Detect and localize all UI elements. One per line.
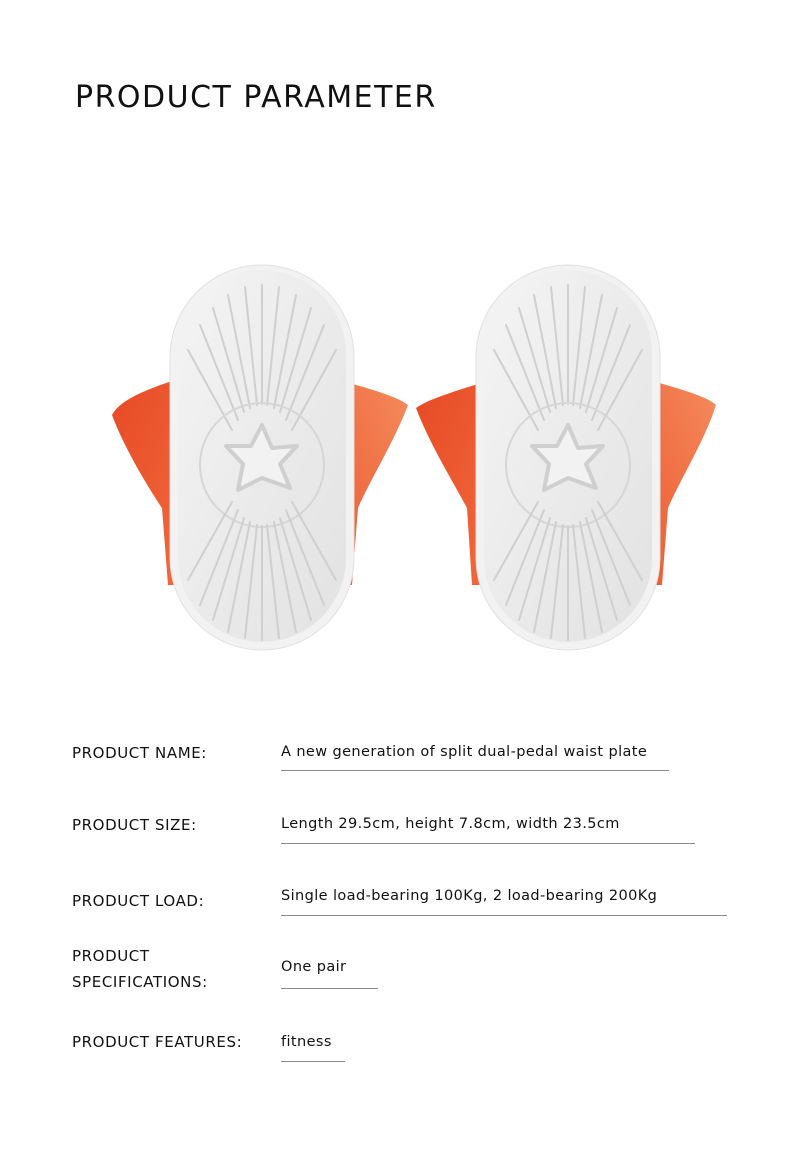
param-label: PRODUCT LOAD: [72, 892, 205, 910]
product-image [0, 240, 800, 680]
param-label: PRODUCT SIZE: [72, 816, 197, 834]
param-value: A new generation of split dual-pedal waist plate [281, 744, 648, 760]
param-value: fitness [281, 1034, 332, 1050]
right-pedal [416, 265, 716, 650]
param-label-line-2: SPECIFICATIONS: [72, 973, 208, 991]
left-pedal [112, 265, 408, 650]
param-value: Length 29.5cm, height 7.8cm, width 23.5cm [281, 816, 620, 832]
divider [281, 843, 695, 844]
param-label: PRODUCT NAME: [72, 744, 207, 762]
param-value: One pair [281, 959, 347, 975]
divider [281, 988, 378, 989]
page-title: PRODUCT PARAMETER [75, 80, 437, 115]
param-label: PRODUCT FEATURES: [72, 1033, 243, 1051]
divider [281, 770, 669, 771]
param-value: Single load-bearing 100Kg, 2 load-bearing 200Kg [281, 888, 658, 904]
divider [281, 915, 727, 916]
param-label-line-1: PRODUCT [72, 947, 150, 965]
divider [281, 1061, 345, 1062]
